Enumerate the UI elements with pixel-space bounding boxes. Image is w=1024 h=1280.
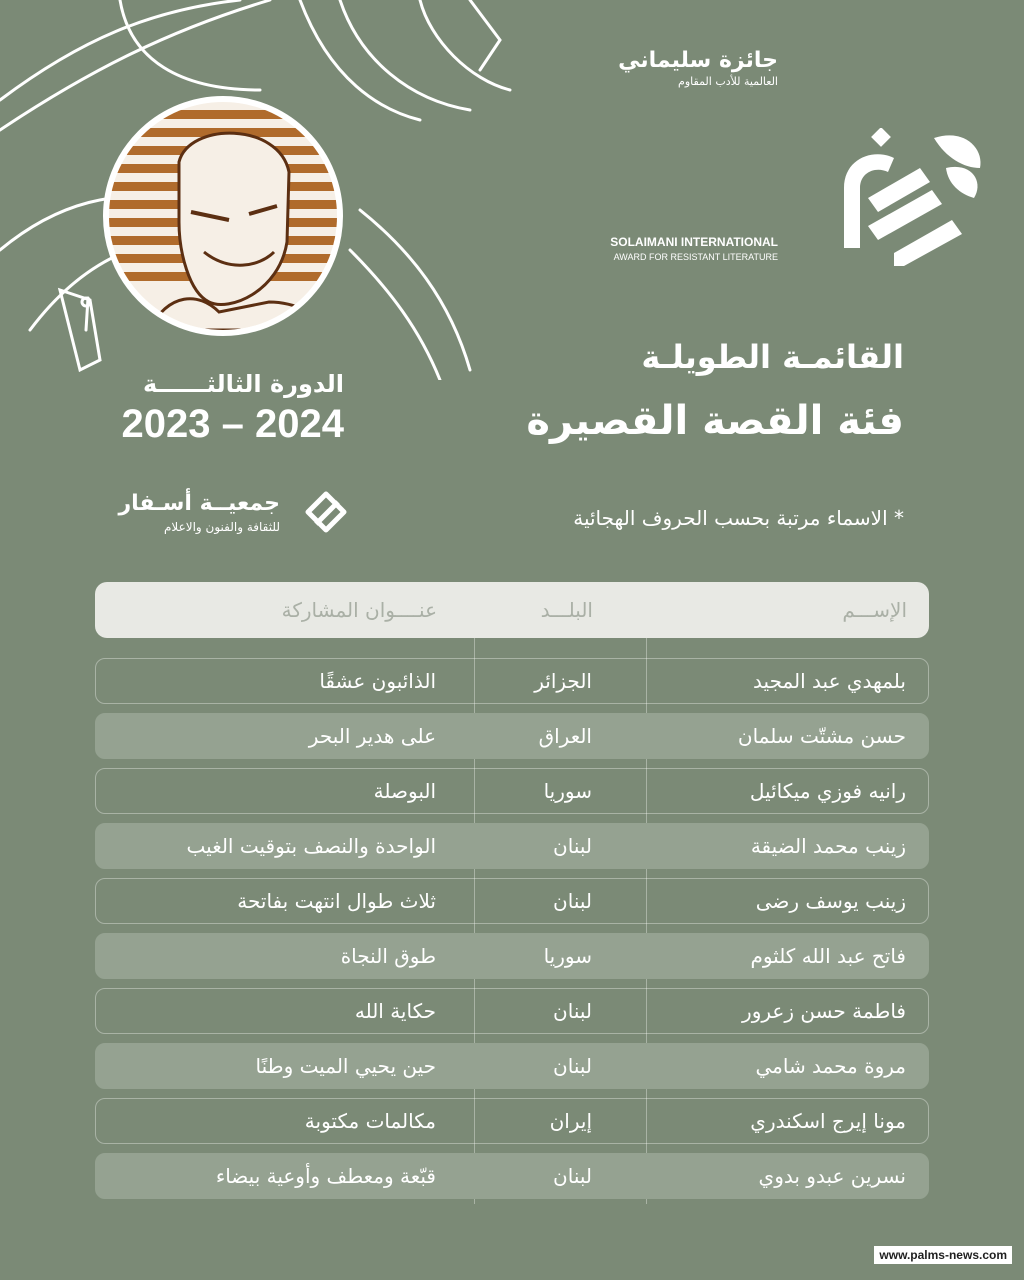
- table-row: [95, 713, 929, 759]
- table-body: [95, 658, 929, 1199]
- society-name: جمعيــة أسـفار: [118, 491, 280, 516]
- award-name-en: SOLAIMANI INTERNATIONAL: [610, 235, 778, 249]
- table-row: [95, 1153, 929, 1199]
- row-country: لبنان: [553, 834, 592, 858]
- source-url: www.palms-news.com: [874, 1246, 1012, 1264]
- row-country: سوريا: [543, 944, 592, 968]
- row-title: الواحدة والنصف بتوقيت الغيب: [186, 834, 436, 858]
- society-block: [104, 484, 364, 544]
- table-row: [95, 1043, 929, 1089]
- row-title: على هدير البحر: [308, 724, 436, 748]
- row-title: حين يحيي الميت وطنًا: [255, 1054, 436, 1078]
- row-country: لبنان: [553, 889, 592, 913]
- row-name: فاتح عبد الله كلثوم: [750, 944, 906, 968]
- row-country: لبنان: [553, 1054, 592, 1078]
- row-title: طوق النجاة: [340, 944, 436, 968]
- row-name: زينب محمد الضيقة: [750, 834, 906, 858]
- row-title: الذائبون عشقًا: [319, 669, 436, 693]
- row-country: العراق: [538, 724, 592, 748]
- row-country: لبنان: [553, 1164, 592, 1188]
- row-name: مونا إيرج اسكندري: [750, 1109, 906, 1133]
- award-logo-mark: [834, 128, 984, 266]
- row-title: ثلاث طوال انتهت بفاتحة: [237, 889, 436, 913]
- society-tagline: للثقافة والفنون والاعلام: [164, 520, 280, 534]
- row-name: مروة محمد شامي: [755, 1054, 906, 1078]
- row-name: بلمهدي عبد المجيد: [753, 669, 906, 693]
- portrait-illustration: [103, 96, 343, 336]
- award-subtitle-en: AWARD FOR RESISTANT LITERATURE: [613, 252, 778, 262]
- row-country: إيران: [549, 1109, 592, 1133]
- row-name: رانيه فوزي ميكائيل: [749, 779, 906, 803]
- award-name-ar: جائزة سليماني العالمية للأدب المقاوم: [618, 48, 778, 88]
- table-row: [95, 1098, 929, 1144]
- row-title: قبّعة ومعطف وأوعية بيضاء: [215, 1164, 436, 1188]
- header-name: الإســـم: [842, 598, 907, 622]
- row-title: مكالمات مكتوبة: [304, 1109, 436, 1133]
- sort-note: * الاسماء مرتبة بحسب الحروف الهجائية: [573, 506, 904, 530]
- row-title: البوصلة: [373, 779, 436, 803]
- longlist-table: [95, 582, 929, 1208]
- row-country: سوريا: [543, 779, 592, 803]
- category-heading: فئة القصة القصيرة: [526, 398, 904, 444]
- row-title: حكاية الله: [354, 999, 436, 1023]
- header-title: عنــــوان المشاركة: [281, 598, 437, 622]
- list-heading: القائمـة الطويلـة: [641, 338, 904, 376]
- edition-label: الدورة الثالثــــــة: [143, 370, 344, 398]
- row-country: الجزائر: [534, 669, 592, 693]
- header-country: البلـــد: [540, 598, 593, 622]
- edition-years: 2023 – 2024: [121, 402, 344, 446]
- table-row: [95, 658, 929, 704]
- table-header: [95, 582, 929, 638]
- row-name: زينب يوسف رضى: [755, 889, 906, 913]
- row-country: لبنان: [553, 999, 592, 1023]
- row-name: فاطمة حسن زعرور: [742, 999, 906, 1023]
- table-row: [95, 878, 929, 924]
- table-row: [95, 933, 929, 979]
- row-name: حسن مشتّت سلمان: [737, 724, 906, 748]
- table-row: [95, 988, 929, 1034]
- society-logo-icon: [302, 488, 352, 538]
- table-row: [95, 768, 929, 814]
- row-name: نسرين عبدو بدوي: [758, 1164, 906, 1188]
- table-row: [95, 823, 929, 869]
